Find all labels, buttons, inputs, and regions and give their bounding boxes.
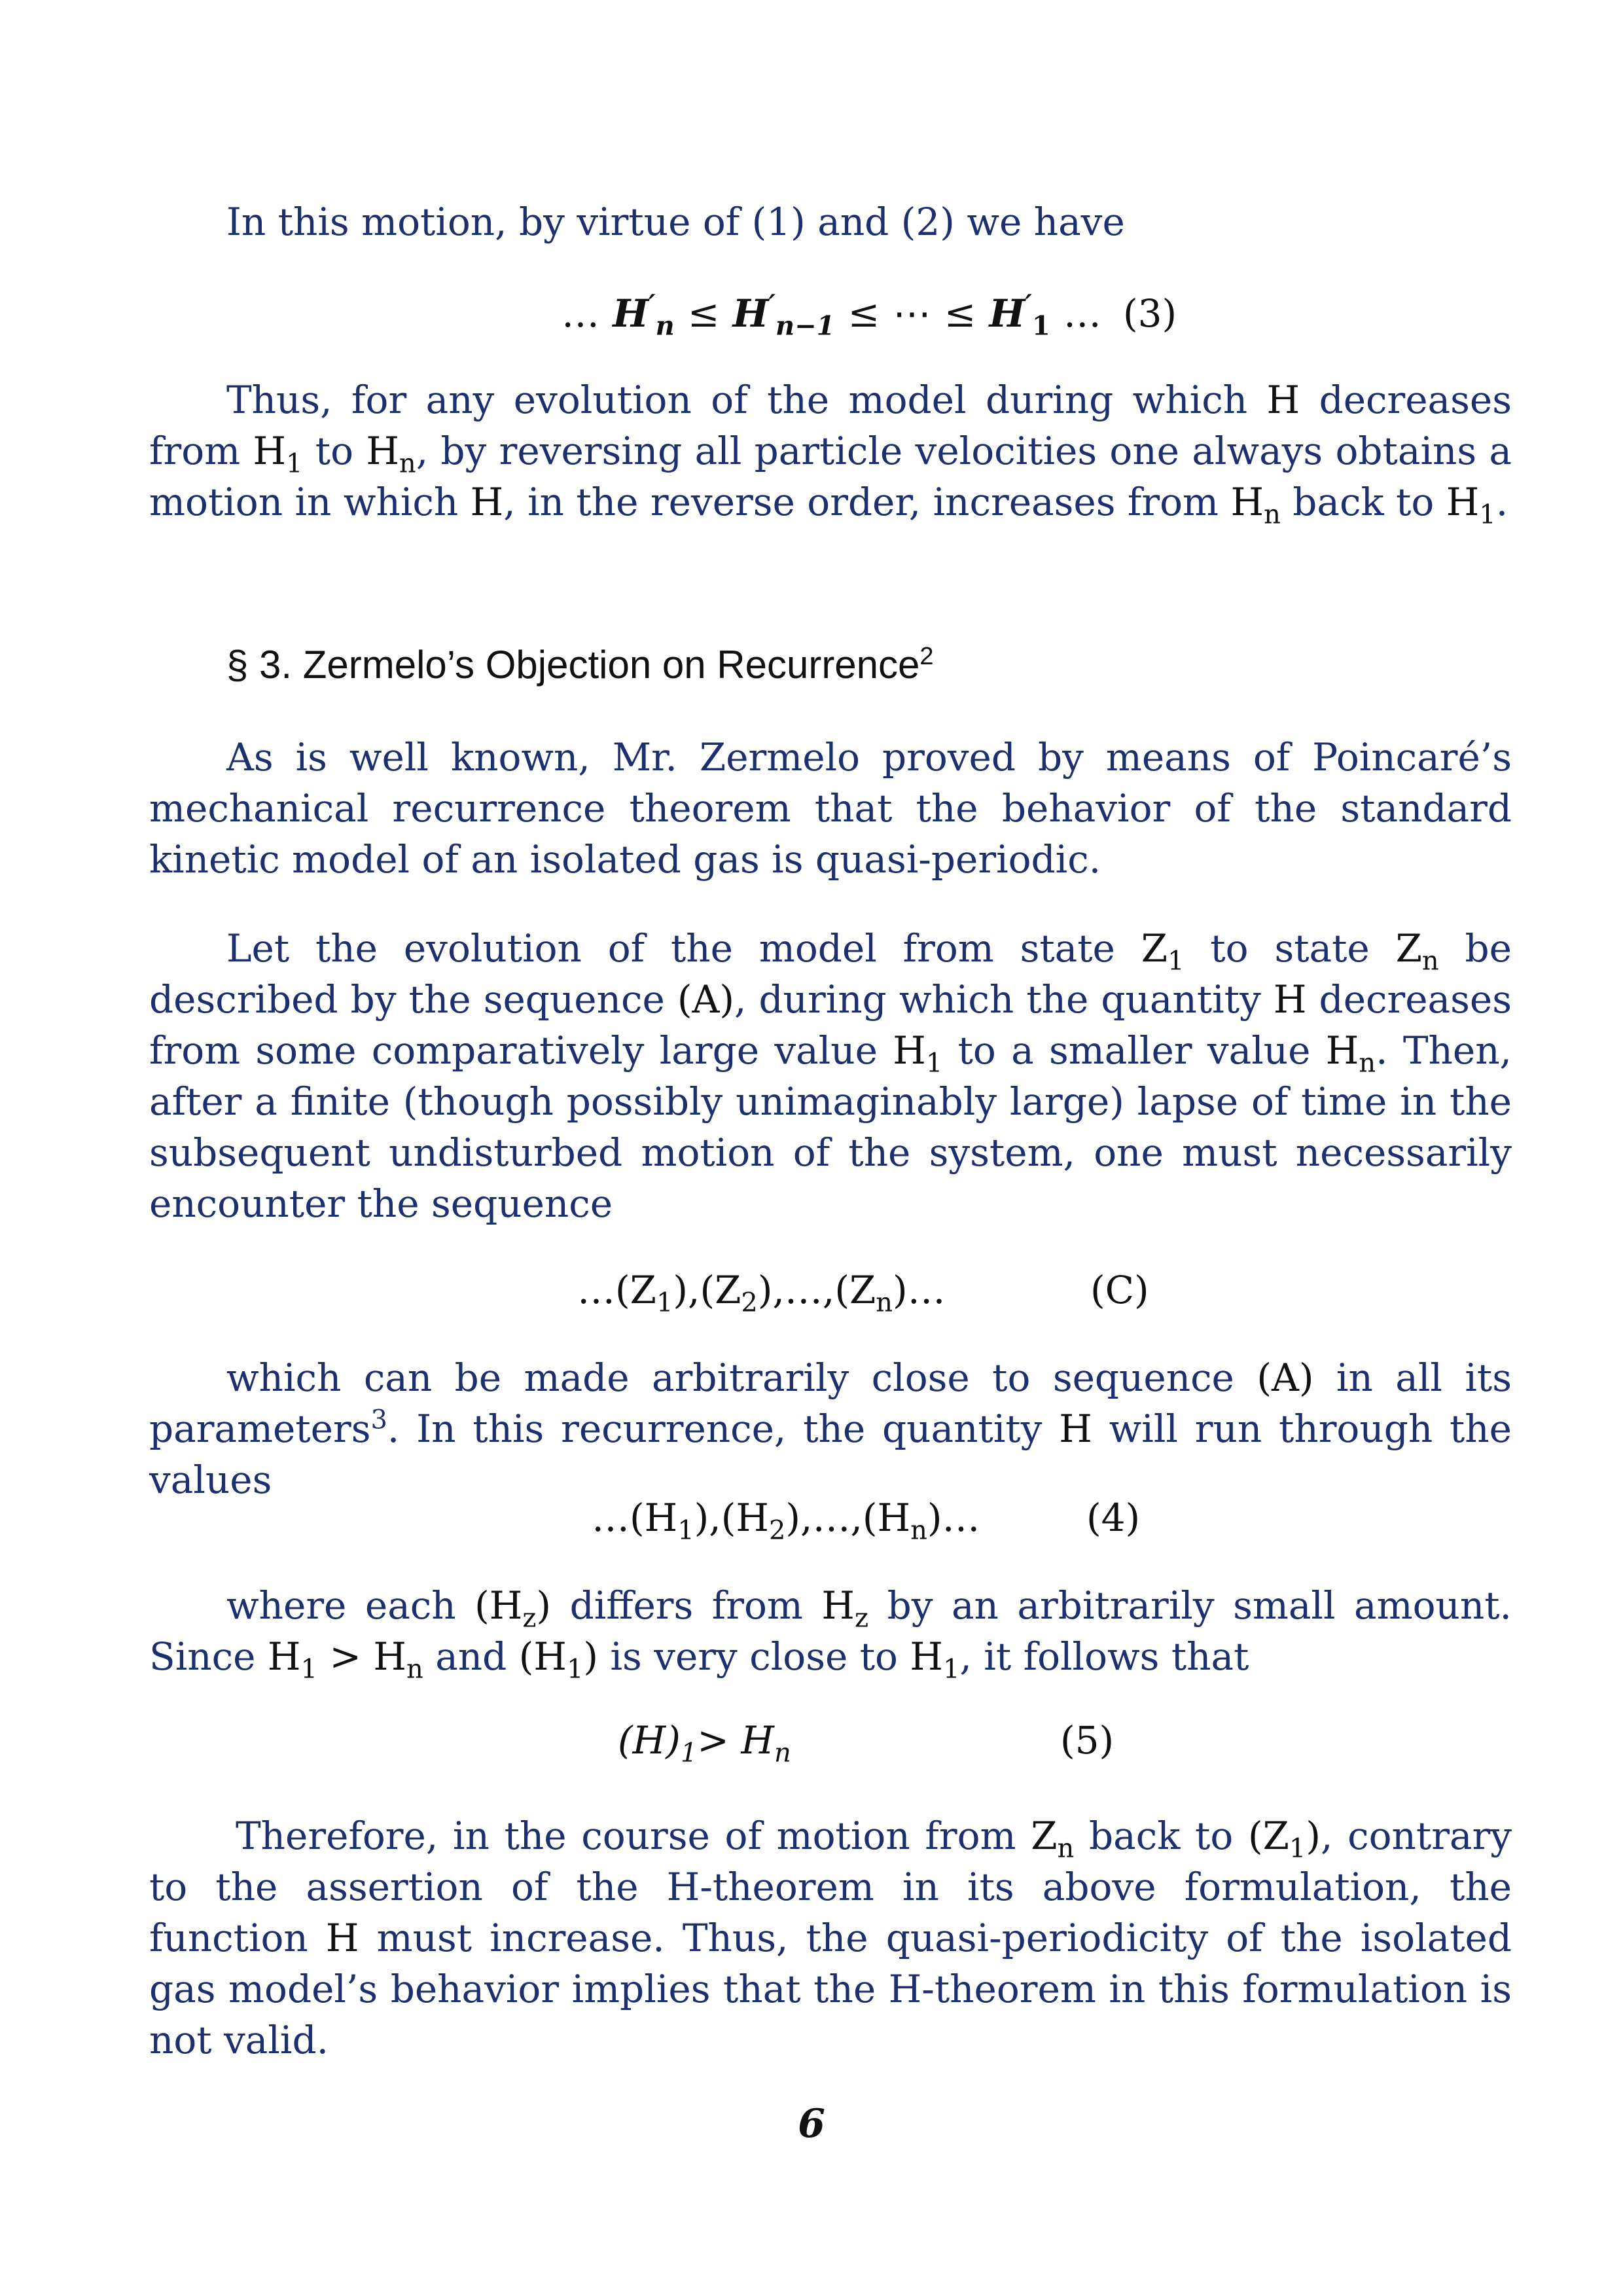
paragraph-intro: In this motion, by virtue of (1) and (2) we have bbox=[226, 200, 1125, 244]
paragraph-conclusion: Therefore, in the course of motion from $Z_n$ back to $(Z_1)$, contrary to the assertion of the H-theorem in its above formulation, the function H must increase. Thus, the quasi-periodicity of the isolated gas model’s behavior implies that the H-theorem in this formulation is not valid. bbox=[149, 1814, 1512, 2062]
equation-4: $\dots(H_1),(H_2),\dots,(H_n)\dots$ bbox=[592, 1496, 980, 1546]
paragraph-recurrence: which can be made arbitrarily close to sequence (A) in all its parameters$^3$. In this recurrence, the quantity H will run through the values bbox=[149, 1355, 1512, 1502]
section-heading: § 3. Zermelo’s Objection on Recurrence$^2$ bbox=[226, 643, 934, 687]
equation-C-number: (C) bbox=[1090, 1268, 1149, 1312]
paragraph-reversal: Thus, for any evolution of the model during which H decreases from $H_1$ to $H_n$, by reversing all particle velocities one always obtains a motion in which H, in the reverse order, increases from $H_n$ back to $H_1$. bbox=[149, 378, 1512, 530]
equation-5: $(H)_1> H_n$ bbox=[618, 1718, 791, 1768]
equation-3-number: (3) bbox=[1123, 291, 1177, 336]
paragraph-values: where each $(H_z)$ differs from $H_z$ by an arbitrarily small amount. Since $H_1 > H_n$ and $(H_1)$ is very close to $H_1$, it follows that bbox=[149, 1583, 1512, 1685]
equation-3: … $H'_n \le H'_{n-1}$ ≤ ⋯ ≤ $H'_1$ … bbox=[562, 289, 1101, 342]
paragraph-zermelo: As is well known, Mr. Zermelo proved by means of Poincaré’s mechanical recurrence theorem that the behavior of the standard kinetic model of an isolated gas is quasi-periodic. bbox=[149, 735, 1512, 882]
equation-5-number: (5) bbox=[1060, 1718, 1115, 1763]
page-number: 6 bbox=[798, 2101, 825, 2147]
equation-C: $\dots(Z_1),(Z_2),\dots,(Z_n)\dots$ bbox=[577, 1268, 946, 1318]
paragraph-evolution: Let the evolution of the model from state $Z_1$ to state $Z_n$ be described by the sequence (A), during which the quantity H decreases from some comparatively large value $H_1$ to a smaller value $H_n$. Then, after a finite (though possibly unimaginably large) lapse of time in the subsequent undisturbed motion of the system, one must necessarily encounter the sequence bbox=[149, 926, 1512, 1226]
equation-4-number: (4) bbox=[1086, 1496, 1141, 1540]
